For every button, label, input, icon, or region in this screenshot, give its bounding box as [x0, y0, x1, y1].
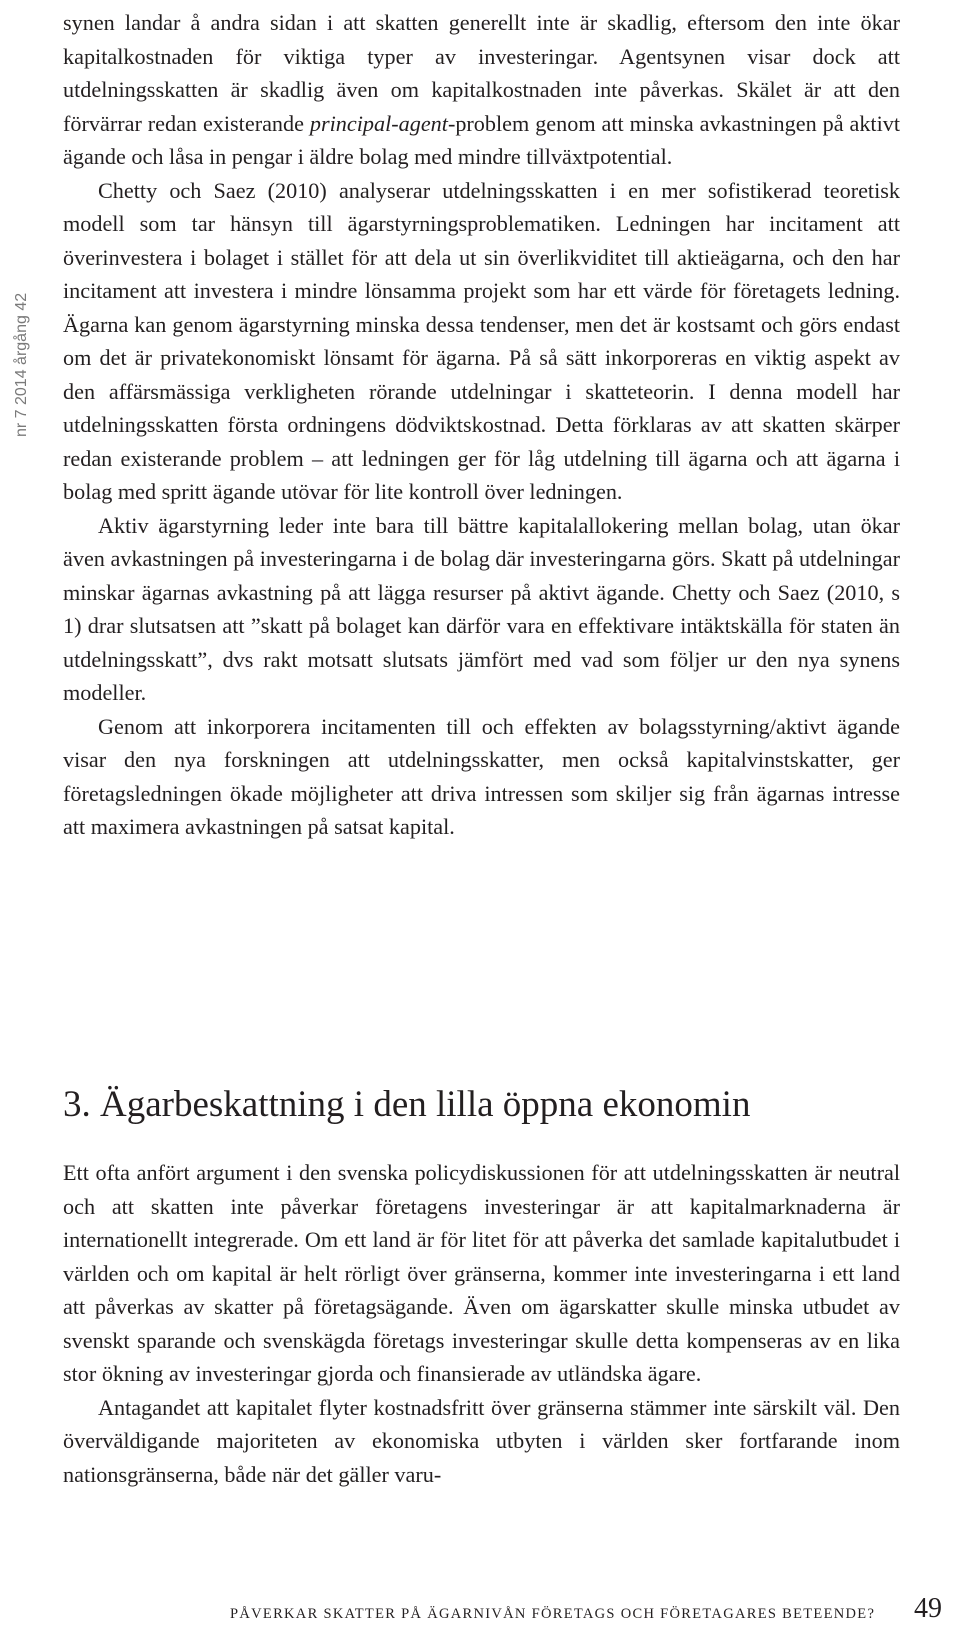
paragraph: Chetty och Saez (2010) analyserar utdelningsskatten i en mer sofistikerad teoretisk modell som tar hänsyn till ägarstyrningsproblematiken. Ledningen har incitament att överinvestera i bolaget i stället för att dela ut sin överlikviditet till aktieägarna, och den har incitament att investera i mindre lönsamma projekt som har ett värde för företagets ledning. Ägarna kan genom ägarstyrning minska dessa tendenser, men det är kostsamt och görs endast om det är privatekonomiskt lönsamt för ägarna. På så sätt inkorporeras en viktig aspekt av den affärsmässiga verkligheten rörande utdelningar i skatteteorin. I denna modell har utdelningsskatten första ordningens dödviktskostnad. Detta förklaras av att skatten skärper redan existerande problem – att ledningen ger för låg utdelning till ägarna och att ägarna i bolag med spritt ägande utövar för lite kontroll över ledningen. — [63, 177, 900, 504]
body-text-section-2 — [63, 1156, 900, 1491]
paragraph: Genom att inkorporera incitamenten till och effekten av bolagsstyrning/aktivt ägande visar den nya forskningen att utdelningsskatter, men också kapitalvinstskatter, ger företagsledningen ökade möjligheter att driva intressen som skiljer sig från ägarnas intresse att maximera avkastningen på satsat kapital. — [63, 713, 900, 839]
body-text-section-1 — [63, 6, 900, 844]
page-number: 49 — [914, 1593, 942, 1624]
section-heading: 3. Ägarbeskattning i den lilla öppna ekonomin — [63, 1084, 751, 1125]
paragraph: synen landar å andra sidan i att skatten generellt inte är skadlig, eftersom den inte ökar kapitalkostnaden för viktiga typer av investeringar. Agentsynen visar dock att utdelningsskatten är skadlig även om kapitalkostnaden inte påverkas. Skälet är att den förvärrar redan existerande principal-agent-problem genom att minska avkastningen på aktivt ägande och låsa in pengar i äldre bolag med mindre tillväxtpotential. — [63, 10, 901, 169]
italic-term: principal-agent- — [309, 110, 456, 136]
paragraph: Antagandet att kapitalet flyter kostnadsfritt över gränserna stämmer inte särskilt väl. Den överväldigande majoriteten av ekonomiska utbyten i världen sker fortfarande inom nationsgränserna, både när det gäller varu- — [63, 1394, 900, 1487]
running-footer-title: PÅVERKAR SKATTER PÅ ÄGARNIVÅN FÖRETAGS OCH FÖRETAGARES BETEENDE? — [230, 1606, 876, 1622]
paragraph: Ett ofta anfört argument i den svenska policydiskussionen för att utdelningsskatten är neutral och att skatten inte påverkar företagens investeringar är att kapitalmarknaderna är internationellt integrerade. Om ett land är för litet för att påverka det samlade kapitalutbudet i världen och om kapital är helt rörligt över gränserna, kommer inte investeringarna i ett land att påverkas av skatter på företagsägande. Även om ägarskatter skulle minska utbudet av svenskt sparande och svenskägda företags investeringar skulle detta kompenseras av en lika stor ökning av investeringar gjorda och finansierade av utländska ägare. — [63, 1160, 900, 1386]
paragraph: Aktiv ägarstyrning leder inte bara till bättre kapitalallokering mellan bolag, utan ökar även avkastningen på investeringarna i de bolag där investeringarna görs. Skatt på utdelningar minskar ägarnas avkastning på att lägga resurser på aktivt ägande. Chetty och Saez (2010, s 1) drar slutsatsen att ”skatt på bolaget kan därför vara en effektivare intäktskälla för staten än utdelningsskatt”, dvs rakt motsatt slutsats jämfört med vad som följer ur den nya synens modeller. — [63, 512, 900, 705]
journal-issue-label: nr 7 2014 årgång 42 — [13, 292, 30, 438]
